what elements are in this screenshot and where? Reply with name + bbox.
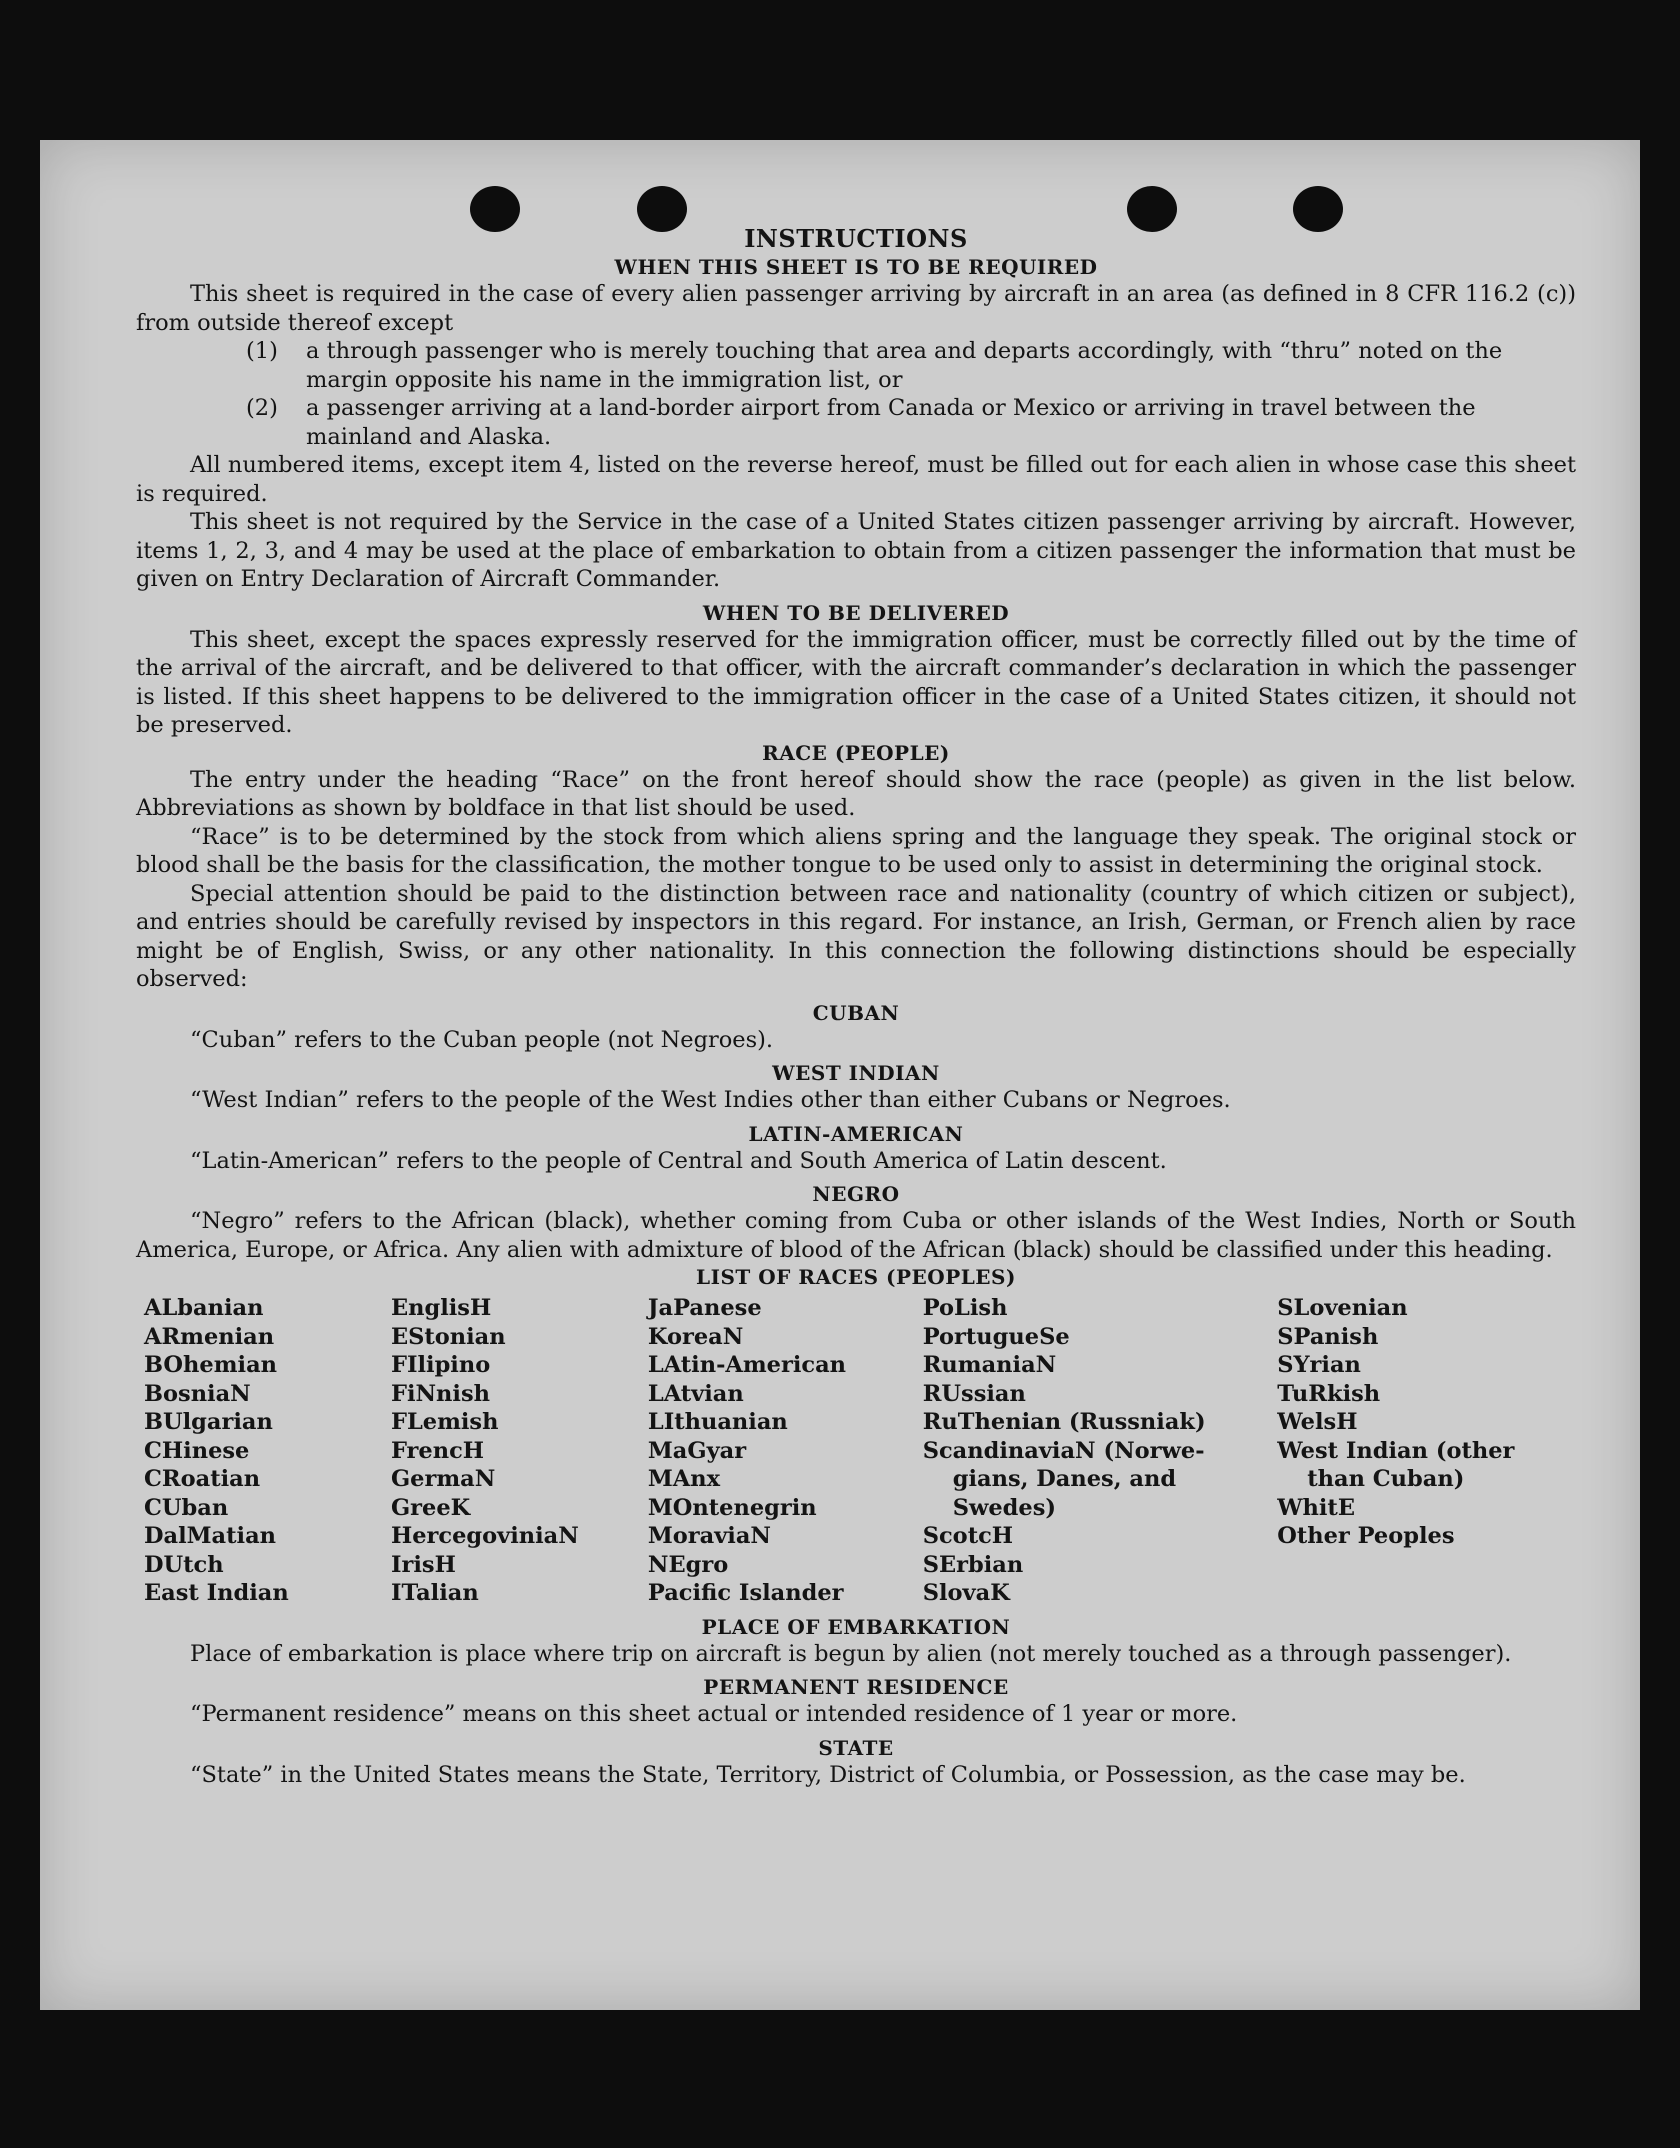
race-entry: SYrian <box>1277 1352 1361 1378</box>
heading-when-required: WHEN THIS SHEET IS TO BE REQUIRED <box>614 255 1098 279</box>
race-entry: RuThenian (Russniak) <box>922 1409 1206 1435</box>
definition: “Cuban” refers to the Cuban people (not Negroes). <box>190 1026 774 1053</box>
definition: “Permanent residence” means on this sheet actual or intended residence of 1 year or more. <box>190 1701 1238 1727</box>
race-entry: MoraviaN <box>647 1523 772 1549</box>
race-entry: SlovaK <box>922 1580 1010 1606</box>
race-entry: CRoatian <box>144 1466 261 1492</box>
race-entry: BosniaN <box>144 1380 251 1407</box>
race-entry: KoreaN <box>647 1323 744 1350</box>
race-entry: TuRkish <box>1277 1380 1381 1407</box>
race-entry: RumaniaN <box>922 1352 1057 1378</box>
race-entry: WelsH <box>1277 1409 1358 1435</box>
race-entry: SPanish <box>1277 1323 1379 1350</box>
race-entry: IrisH <box>390 1551 456 1578</box>
races-list <box>144 1294 1576 1608</box>
definition: “Latin-American” refers to the people of Central and South America of Latin descent. <box>190 1147 1167 1174</box>
race-entry: ALbanian <box>144 1295 264 1321</box>
race-entry: LIthuanian <box>647 1409 788 1435</box>
paragraph: This sheet is required in the case of every alien passenger arriving by aircraft in an area (as defined in 8 CFR 116.2 (c)) from outside thereof except <box>136 281 1576 336</box>
race-entry: GreeK <box>390 1494 471 1521</box>
race-entry: SLovenian <box>1277 1295 1408 1321</box>
page-title: INSTRUCTIONS <box>744 224 968 253</box>
heading-state: STATE <box>818 1735 894 1760</box>
heading-embarkation: PLACE OF EMBARKATION <box>701 1614 1011 1639</box>
paragraph: All numbered items, except item 4, listed on the reverse hereof, must be filled out for each alien in whose case this sheet is required. <box>136 452 1576 507</box>
race-entry: ARmenian <box>144 1323 275 1350</box>
race-entry: PoLish <box>922 1295 1008 1321</box>
race-entry: ScotcH <box>922 1523 1014 1549</box>
race-entry: DUtch <box>144 1551 224 1578</box>
paragraph: This sheet is not required by the Service in the case of a United States citizen passenger arriving by aircraft. However, items 1, 2, 3, and 4 may be used at the place of embarkation to obtain from a citizen passenger the information that must be given on Entry Declaration of Aircraft Commander. <box>136 509 1576 592</box>
item-number: (2) <box>246 395 278 421</box>
race-entry: Swedes) <box>952 1494 1057 1521</box>
race-entry: than Cuban) <box>1307 1466 1465 1492</box>
paragraph: Place of embarkation is place where trip on aircraft is begun by alien (not merely touched as a through passenger). <box>190 1640 1512 1667</box>
instructions-body <box>136 224 1576 1789</box>
heading-when-delivered: WHEN TO BE DELIVERED <box>702 600 1010 625</box>
race-entry: ScandinaviaN (Norwe- <box>922 1437 1205 1464</box>
paragraph: This sheet, except the spaces expressly reserved for the immigration officer, must be correctly filled out by the time of the arrival of the aircraft, and be delivered to that officer, with the aircraft commander’s declaration in which the passenger is listed. If this sheet happens to be delivered to the immigration officer in the case of a United States citizen, it should not be preserved. <box>136 626 1576 738</box>
definition: “West Indian” refers to the people of the West Indies other than either Cubans or Negroes. <box>190 1087 1231 1113</box>
race-entry: LAtin-American <box>647 1352 847 1378</box>
race-entry: MaGyar <box>647 1437 747 1464</box>
item-text: a passenger arriving at a land-border airport from Canada or Mexico or arriving in travel between the mainland and Alaska. <box>306 395 1476 450</box>
race-entry: NEgro <box>647 1551 729 1578</box>
paragraph: “Negro” refers to the African (black), whether coming from Cuba or other islands of the West Indies, North or South America, Europe, or Africa. Any alien with admixture of blood of the African (black) should be classified under this heading. <box>136 1208 1576 1263</box>
race-entry: DalMatian <box>144 1523 277 1549</box>
paragraph: Special attention should be paid to the distinction between race and nationality (country of which citizen or subject), and entries should be carefully revised by inspectors in this regard. For instance, an Irish, German, or French alien by race might be of English, Swiss, or any other nationality. In this connection the following distinctions should be especially observed: <box>136 880 1576 992</box>
paragraph: The entry under the heading “Race” on the front hereof should show the race (people) as given in the list below. Abbreviations as shown by boldface in that list should be used. <box>136 766 1576 821</box>
race-entry: SErbian <box>922 1551 1024 1578</box>
heading-race: RACE (PEOPLE) <box>762 740 950 765</box>
race-entry: EStonian <box>390 1323 506 1350</box>
race-entry: gians, Danes, and <box>952 1466 1177 1492</box>
race-entry: BOhemian <box>144 1352 278 1378</box>
races-column <box>144 1294 391 1608</box>
races-column <box>923 1294 1278 1608</box>
race-entry: FrencH <box>390 1437 485 1464</box>
item-text: a through passenger who is merely touching that area and departs accordingly, with “thru” noted on the margin opposite his name in the immigration list, or <box>306 338 1503 393</box>
heading-races-list: LIST OF RACES (PEOPLES) <box>696 1265 1016 1289</box>
heading-permanent-residence: PERMANENT RESIDENCE <box>703 1675 1009 1699</box>
document-sheet <box>40 140 1640 2010</box>
race-entry: EnglisH <box>390 1295 492 1321</box>
race-entry: FIlipino <box>390 1352 491 1378</box>
race-entry: MOntenegrin <box>647 1494 817 1521</box>
race-entry: MAnx <box>647 1466 721 1492</box>
paragraph: “State” in the United States means the State, Territory, District of Columbia, or Possession, as the case may be. <box>190 1761 1466 1788</box>
race-entry: Other Peoples <box>1277 1523 1455 1549</box>
race-entry: FiNnish <box>390 1380 490 1407</box>
race-entry: JaPanese <box>647 1295 762 1321</box>
race-entry: RUssian <box>922 1380 1026 1407</box>
race-entry: FLemish <box>390 1409 499 1435</box>
item-number: (1) <box>246 338 278 364</box>
heading-west-indian: WEST INDIAN <box>772 1061 940 1085</box>
heading-negro: NEGRO <box>812 1182 900 1206</box>
races-column <box>391 1294 648 1608</box>
race-entry: LAtvian <box>647 1380 744 1407</box>
race-entry: West Indian (other <box>1277 1437 1515 1464</box>
race-entry: Pacific Islander <box>647 1580 844 1606</box>
races-column <box>648 1294 923 1608</box>
list-item <box>246 337 1576 394</box>
race-entry: BUlgarian <box>144 1409 273 1435</box>
heading-cuban: CUBAN <box>812 1000 900 1025</box>
race-entry: CUban <box>144 1494 229 1521</box>
heading-latin-american: LATIN-AMERICAN <box>748 1121 964 1146</box>
races-column <box>1277 1294 1576 1608</box>
paragraph: “Race” is to be determined by the stock from which aliens spring and the language they speak. The original stock or blood shall be the basis for the classification, the mother tongue to be used only to assist in determining the original stock. <box>136 823 1576 878</box>
race-entry: GermaN <box>390 1466 496 1492</box>
list-item <box>246 394 1576 451</box>
race-entry: CHinese <box>144 1437 250 1464</box>
race-entry: East Indian <box>144 1580 289 1606</box>
race-entry: WhitE <box>1277 1494 1355 1521</box>
race-entry: HercegoviniaN <box>390 1523 579 1549</box>
race-entry: PortugueSe <box>922 1323 1070 1350</box>
race-entry: ITalian <box>390 1580 479 1606</box>
